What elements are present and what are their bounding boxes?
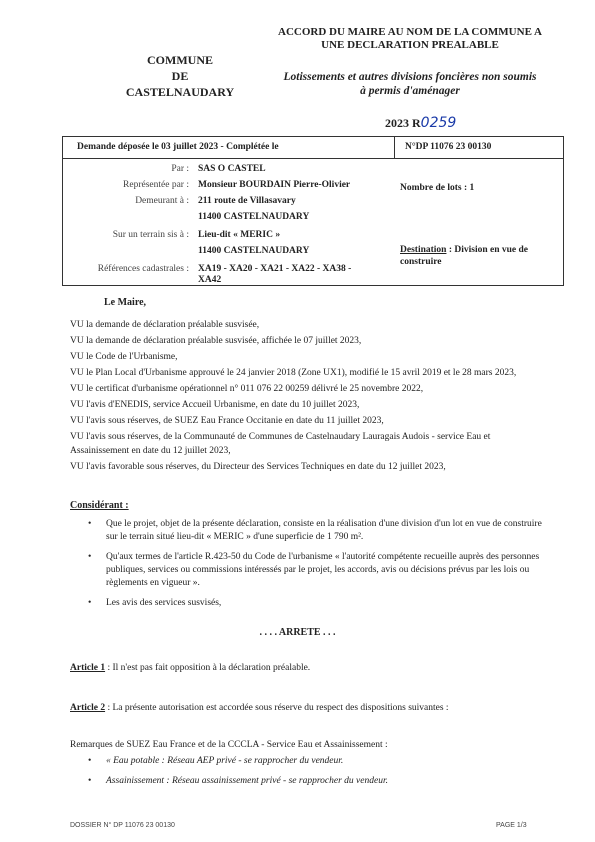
visa-item: VU l'avis sous réserves, de la Communauté de Communes de Castelnaudary Lauragais Audois - service Eau et Assainissement en date du 12 juillet 2023, [70,432,491,456]
footer-page: PAGE 1/3 [496,822,527,829]
row-value: XA42 [198,275,222,285]
remarques-heading: Remarques de SUEZ Eau France et de la CCCLA - Service Eau et Assainissement : [70,740,388,750]
handwritten-number: 0259 [420,115,457,131]
remarques-list [88,756,550,796]
row-value: Monsieur BOURDAIN Pierre-Olivier [198,180,351,190]
row-value: SAS O CASTEL [198,164,266,174]
accord-line1: ACCORD DU MAIRE AU NOM DE LA COMMUNE A [278,26,542,38]
row-value: XA19 - XA20 - XA21 - XA22 - XA38 - [198,264,352,274]
dossier-number: N°DP 11076 23 00130 [405,142,492,152]
destination [400,245,528,255]
lotis-line2: à permis d'aménager [360,85,460,97]
visa-item: VU le Code de l'Urbanisme, [70,352,178,362]
document-title [240,26,580,52]
visa-item: VU l'avis favorable sous réserves, du Directeur des Services Techniques en date du 12 juillet 2023, [70,462,446,472]
le-maire: Le Maire, [104,297,147,308]
visa-item: VU la demande de déclaration préalable susvisée, affichée le 07 juillet 2023, [70,336,362,346]
remarque-item: • « Eau potable : Réseau AEP privé - se rapprocher du vendeur. [88,756,550,766]
row-label: Sur un terrain sis à : [112,230,189,240]
row-value: 11400 CASTELNAUDARY [198,246,310,256]
row-value: 11400 CASTELNAUDARY [198,212,310,222]
accord-line2: UNE DECLARATION PREALABLE [321,39,499,51]
considerant-list [88,518,550,617]
considerant-title: Considérant : [70,500,129,511]
lotis-line1: Lotissements et autres divisions foncières non soumis [283,71,537,83]
arrete-number [385,115,456,131]
article-1-text: : Il n'est pas fait opposition à la déclaration préalable. [105,663,311,673]
commune-line2: DE [171,69,189,83]
article-1-label: Article 1 [70,663,106,673]
visas-list [70,318,550,474]
considerant-item: • Qu'aux termes de l'article R.423-50 du Code de l'urbanisme « l'autorité compétente recueille auprès des personnes publiques, services ou commissions intéressés par le projet, les accords, avis ou décisions prévus par les lois ou règlements en vigueur ». [88,551,550,590]
row-label: Représentée par : [123,180,189,190]
visa-item: VU la demande de déclaration préalable susvisée, [70,320,260,330]
article-1 [70,663,550,673]
footer-dossier: DOSSIER N° DP 11076 23 00130 [70,822,175,829]
visa-item: VU le Plan Local d'Urbanisme approuvé le 24 janvier 2018 (Zone UX1), modifié le 15 avril 2019 et le 28 mars 2023, [70,368,517,378]
commune-line3: CASTELNAUDARY [125,85,235,99]
row-label: Références cadastrales : [97,264,189,274]
arrete-heading: . . . . ARRETE . . . [259,627,336,638]
nombre-lots: Nombre de lots : 1 [400,183,475,193]
remarque-item: • Assainissement : Réseau assainissement privé - se rapprocher du vendeur. [88,776,550,786]
considerant-item: • Que le projet, objet de la présente déclaration, consiste en la réalisation d'une division d'un lot en vue de construire sur le terrain situé lieu-dit « MERIC » d'une superficie de 1 790 m². [88,518,550,544]
document-subtitle [240,70,580,98]
article-2-text: : La présente autorisation est accordée sous réserve du respect des dispositions suivantes : [105,703,449,713]
visa-item: VU le certificat d'urbanisme opérationnel n° 011 076 22 00259 délivré le 25 novembre 2022, [70,384,424,394]
visa-item: VU l'avis d'ENEDIS, service Accueil Urbanisme, en date du 10 juillet 2023, [70,400,360,410]
row-label: Par : [171,164,189,174]
visa-item: VU l'avis sous réserves, de SUEZ Eau France Occitanie en date du 11 juillet 2023, [70,416,384,426]
row-value: Lieu-dit « MERIC » [198,230,281,240]
destination-label: Destination [400,245,447,255]
considerant-item: • Les avis des services susvisés, [88,597,550,610]
dossier-info-box [62,136,564,286]
destination-value2: construire [400,257,442,267]
commune-line1: COMMUNE [147,53,213,67]
demande-date: Demande déposée le 03 juillet 2023 - Complétée le [77,142,279,152]
destination-value: : Division en vue de [446,245,529,255]
article-2 [70,703,550,713]
row-value: 211 route de Villasavary [198,196,296,206]
year-prefix: 2023 R [385,116,421,130]
article-2-label: Article 2 [70,703,106,713]
row-label: Demeurant à : [135,196,189,206]
